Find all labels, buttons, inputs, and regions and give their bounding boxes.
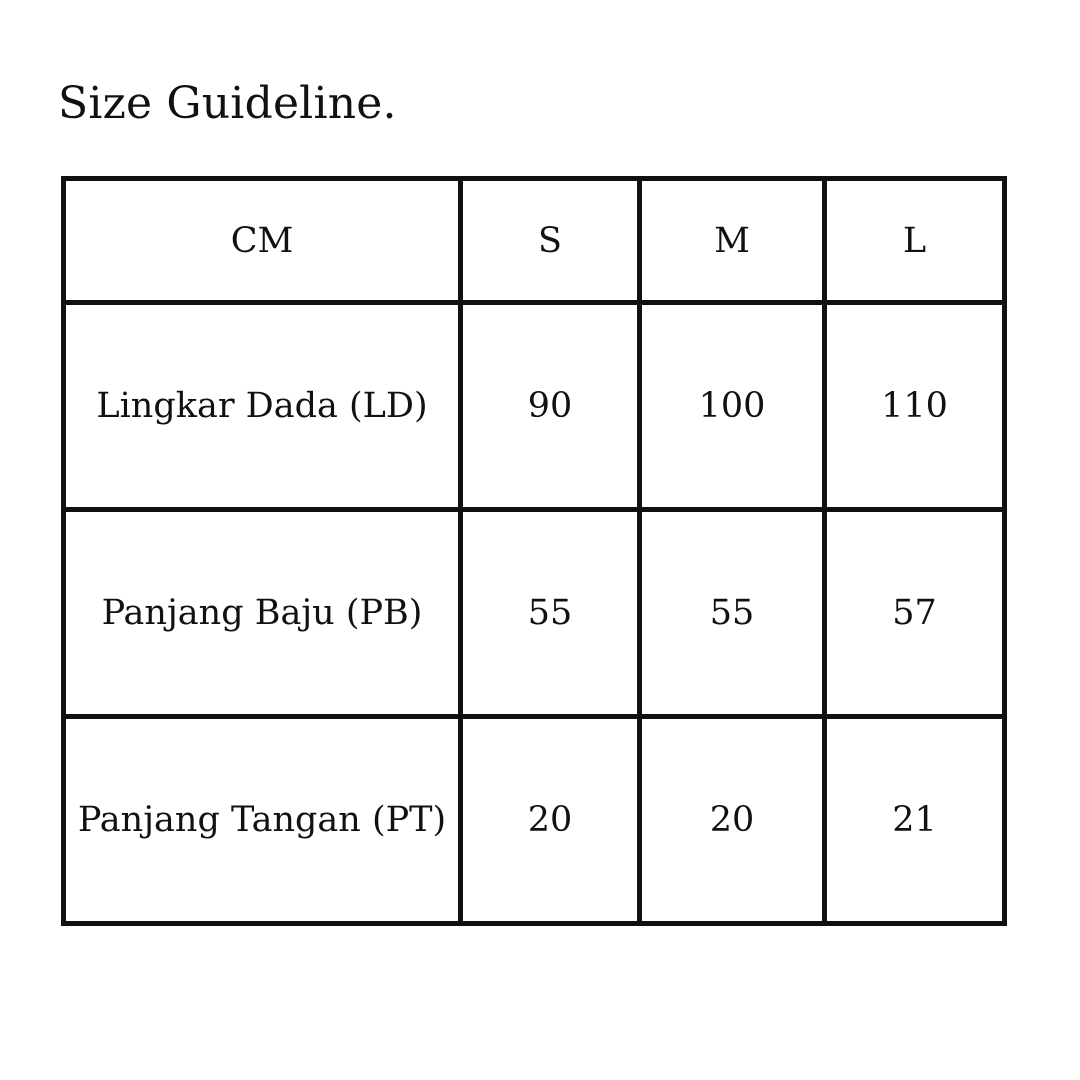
row-label: Panjang Tangan (PT) bbox=[64, 717, 461, 924]
header-size-m: M bbox=[640, 179, 825, 303]
page-title: Size Guideline. bbox=[58, 78, 397, 129]
cell-value: 20 bbox=[640, 717, 825, 924]
cell-value: 90 bbox=[461, 303, 640, 510]
cell-value: 57 bbox=[825, 510, 1005, 717]
table-row bbox=[64, 717, 1005, 924]
table-row bbox=[64, 303, 1005, 510]
size-guideline-table bbox=[61, 176, 1007, 926]
row-label: Lingkar Dada (LD) bbox=[64, 303, 461, 510]
header-size-l: L bbox=[825, 179, 1005, 303]
header-unit: CM bbox=[64, 179, 461, 303]
cell-value: 21 bbox=[825, 717, 1005, 924]
row-label: Panjang Baju (PB) bbox=[64, 510, 461, 717]
cell-value: 110 bbox=[825, 303, 1005, 510]
cell-value: 100 bbox=[640, 303, 825, 510]
cell-value: 55 bbox=[640, 510, 825, 717]
table-header-row bbox=[64, 179, 1005, 303]
cell-value: 55 bbox=[461, 510, 640, 717]
cell-value: 20 bbox=[461, 717, 640, 924]
header-size-s: S bbox=[461, 179, 640, 303]
table-row bbox=[64, 510, 1005, 717]
